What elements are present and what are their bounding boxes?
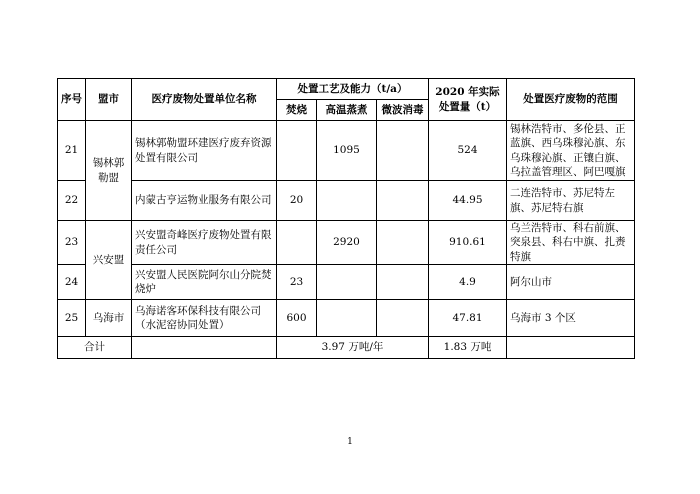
total-actual: 1.83 万吨	[429, 337, 507, 359]
cell-steam: 2920	[317, 221, 377, 265]
cell-actual: 47.81	[429, 300, 507, 337]
cell-incineration: 600	[277, 300, 317, 337]
cell-index: 21	[58, 121, 86, 181]
header-capacity-group: 处置工艺及能力（t/a）	[277, 79, 429, 100]
cell-scope: 锡林浩特市、多伦县、正蓝旗、西乌珠穆沁旗、东乌珠穆沁旗、正镶白旗、乌拉盖管理区、阿巴嘎旗	[507, 121, 635, 181]
cell-microwave	[377, 181, 429, 221]
cell-microwave	[377, 265, 429, 300]
cell-actual: 910.61	[429, 221, 507, 265]
cell-unit: 兴安盟人民医院阿尔山分院焚烧炉	[132, 265, 277, 300]
cell-index: 25	[58, 300, 86, 337]
table-row	[58, 265, 635, 300]
cell-league: 乌海市	[86, 300, 132, 337]
table-row	[58, 221, 635, 265]
table-row	[58, 300, 635, 337]
cell-unit: 乌海诺客环保科技有限公司（水泥窑协同处置）	[132, 300, 277, 337]
header-index: 序号	[58, 79, 86, 121]
cell-steam	[317, 300, 377, 337]
cell-steam: 1095	[317, 121, 377, 181]
cell-index: 22	[58, 181, 86, 221]
header-unit: 医疗废物处置单位名称	[132, 79, 277, 121]
cell-incineration: 20	[277, 181, 317, 221]
cell-microwave	[377, 300, 429, 337]
cell-incineration	[277, 221, 317, 265]
total-empty-cell	[132, 337, 277, 359]
total-row	[58, 337, 635, 359]
header-actual-2020: 2020 年实际处置量（t）	[429, 79, 507, 121]
total-label: 合计	[58, 337, 132, 359]
cell-unit: 兴安盟奇峰医疗废物处置有限责任公司	[132, 221, 277, 265]
cell-actual: 44.95	[429, 181, 507, 221]
header-row-1	[58, 79, 635, 100]
cell-microwave	[377, 121, 429, 181]
cell-scope: 乌海市 3 个区	[507, 300, 635, 337]
cell-incineration	[277, 121, 317, 181]
header-microwave: 微波消毒	[377, 100, 429, 121]
cell-league: 锡林郭勒盟	[86, 121, 132, 221]
cell-scope: 乌兰浩特市、科右前旗、突泉县、科右中旗、扎赉特旗	[507, 221, 635, 265]
total-scope-empty	[507, 337, 635, 359]
header-incineration: 焚烧	[277, 100, 317, 121]
cell-incineration: 23	[277, 265, 317, 300]
cell-league: 兴安盟	[86, 221, 132, 300]
cell-unit: 内蒙古亨运物业服务有限公司	[132, 181, 277, 221]
cell-index: 24	[58, 265, 86, 300]
medical-waste-disposal-table	[57, 78, 635, 359]
cell-scope: 阿尔山市	[507, 265, 635, 300]
table-row	[58, 121, 635, 181]
cell-unit: 锡林郭勒盟环建医疗废弃资源处置有限公司	[132, 121, 277, 181]
total-capacity: 3.97 万吨/年	[277, 337, 429, 359]
page-number: 1	[347, 437, 353, 447]
cell-steam	[317, 181, 377, 221]
header-steam: 高温蒸煮	[317, 100, 377, 121]
header-league: 盟市	[86, 79, 132, 121]
cell-steam	[317, 265, 377, 300]
header-scope: 处置医疗废物的范围	[507, 79, 635, 121]
cell-actual: 4.9	[429, 265, 507, 300]
cell-scope: 二连浩特市、苏尼特左旗、苏尼特右旗	[507, 181, 635, 221]
table-row	[58, 181, 635, 221]
cell-index: 23	[58, 221, 86, 265]
cell-actual: 524	[429, 121, 507, 181]
cell-microwave	[377, 221, 429, 265]
